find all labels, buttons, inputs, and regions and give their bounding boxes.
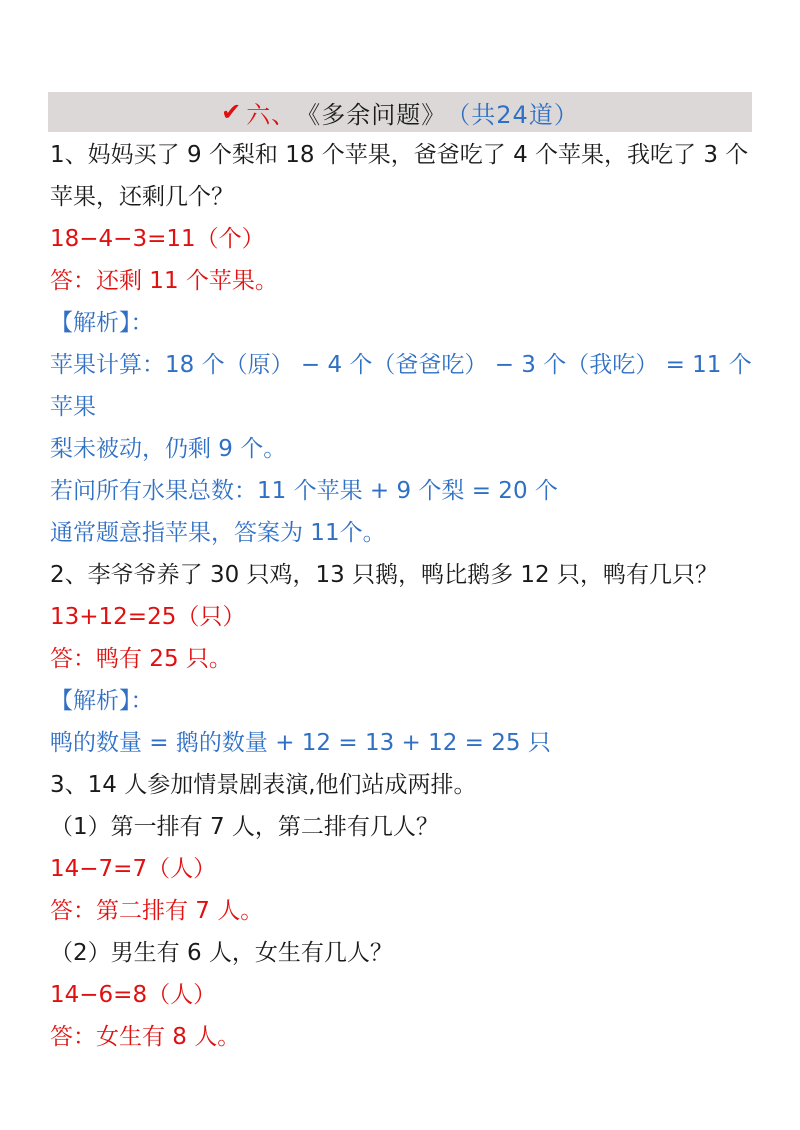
problem-1-question-line-2: 苹果，还剩几个？ <box>50 184 234 210</box>
problem-1-equation: 18−4−3=11（个） <box>50 226 265 252</box>
problem-list <box>50 134 760 1058</box>
problem-3-question: 3、14 人参加情景剧表演,他们站成两排。 <box>50 772 477 798</box>
problem-1-question-line-1: 1、妈妈买了 9 个梨和 18 个苹果，爸爸吃了 4 个苹果，我吃了 3 个 <box>50 142 749 168</box>
problem-2-equation: 13+12=25（只） <box>50 604 246 630</box>
problem-3-sub-2-equation: 14−6=8（人） <box>50 982 217 1008</box>
problem-1-analysis-line-5: 通常题意指苹果，答案为 11个。 <box>50 520 386 546</box>
section-count: （共24道） <box>446 100 579 129</box>
problem-1-analysis-line-1: 苹果计算：18 个（原） − 4 个（爸爸吃） − 3 个（我吃） = 11 个 <box>50 352 752 378</box>
problem-2-answer: 答：鸭有 25 只。 <box>50 646 232 672</box>
problem-2-analysis-label: 【解析】： <box>50 688 154 714</box>
problem-1-answer: 答：还剩 11 个苹果。 <box>50 268 278 294</box>
problem-2-analysis-line-1: 鸭的数量 = 鹅的数量 + 12 = 13 + 12 = 25 只 <box>50 730 551 756</box>
problem-3-sub-1: （1）第一排有 7 人，第二排有几人？ <box>50 814 439 840</box>
section-name: 《多余问题》 <box>296 100 447 129</box>
problem-1-analysis-line-4: 若问所有水果总数：11 个苹果 + 9 个梨 = 20 个 <box>50 478 558 504</box>
section-title <box>48 92 752 132</box>
check-mark-icon: ✔ <box>221 98 243 126</box>
problem-1-analysis-label: 【解析】： <box>50 310 154 336</box>
section-number: 六、 <box>246 100 297 129</box>
problem-3-sub-2-answer: 答：女生有 8 人。 <box>50 1024 241 1050</box>
problem-3-sub-1-equation: 14−7=7（人） <box>50 856 217 882</box>
problem-3-sub-1-answer: 答：第二排有 7 人。 <box>50 898 264 924</box>
problem-3-sub-2: （2）男生有 6 人，女生有几人？ <box>50 940 393 966</box>
problem-1-analysis-line-3: 梨未被动，仍剩 9 个。 <box>50 436 287 462</box>
problem-2-question: 2、李爷爷养了 30 只鸡，13 只鹅，鸭比鹅多 12 只，鸭有几只？ <box>50 562 718 588</box>
problem-1-analysis-line-2: 苹果 <box>50 394 96 420</box>
